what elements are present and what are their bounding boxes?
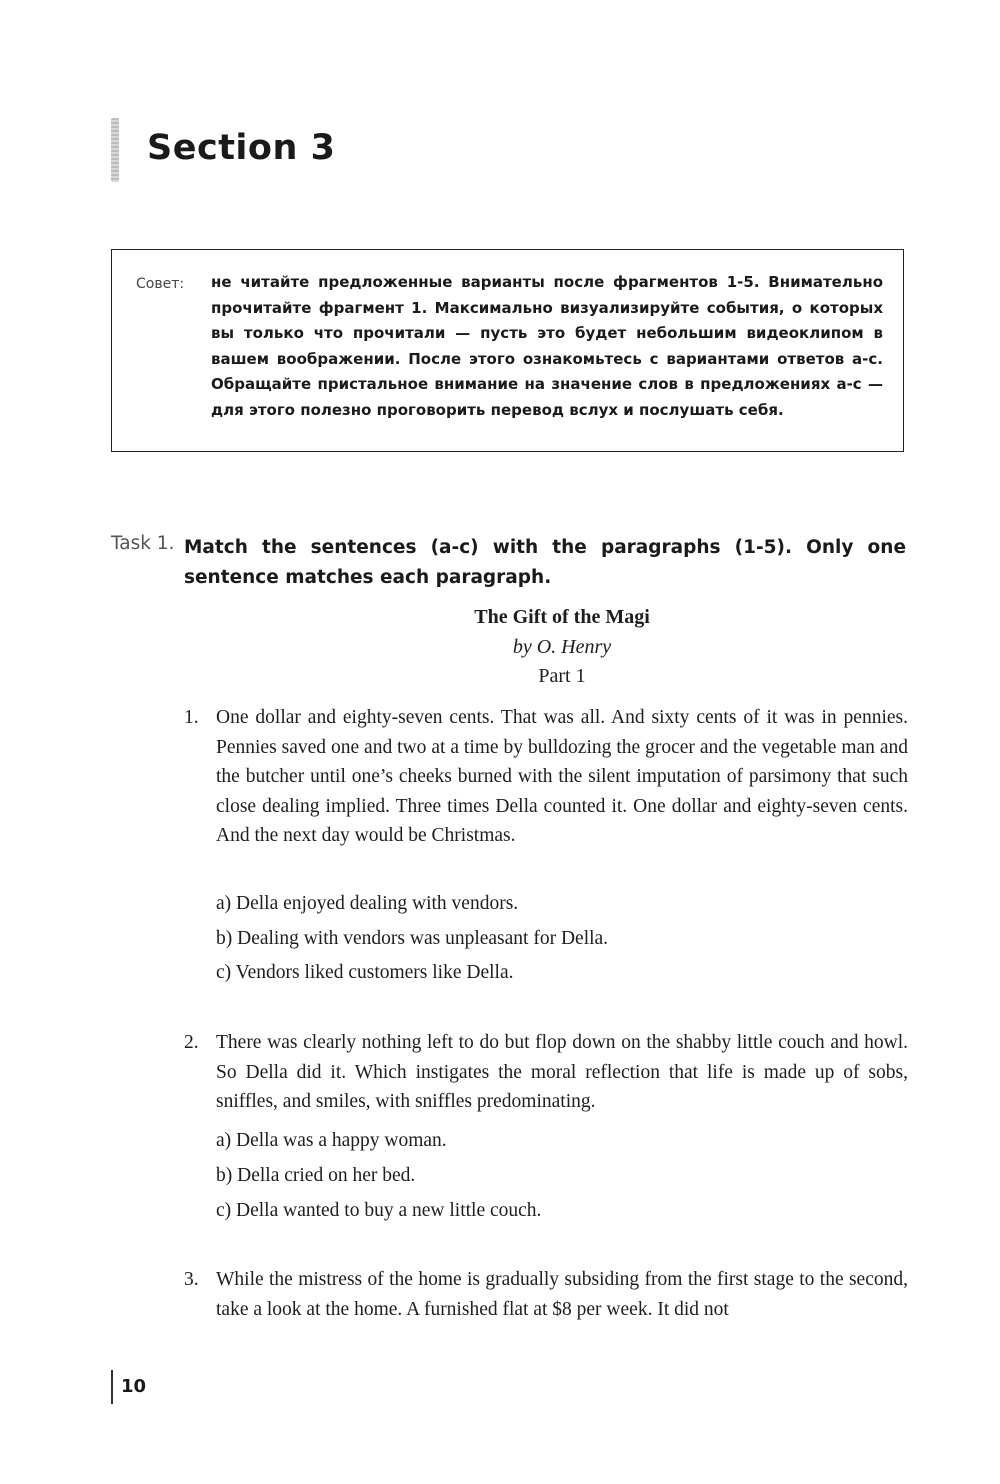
section-marker-bar	[111, 118, 119, 182]
advice-label: Совет:	[136, 276, 185, 292]
story-author: by O. Henry	[512, 636, 612, 658]
paragraph-text: One dollar and eighty-seven cents. That was all. And sixty cents of it was in pennies. Pennies saved one and two at a time by bulldozing the grocer and the vegetable man and the butcher until one’s cheeks burned with the silent imputation of parsimony that such close dealing implied. Three times Della counted it. One dollar and eighty-seven cents. And the next day would be Christmas.	[216, 707, 908, 846]
answer-option-a: a) Della was a happy woman.	[216, 1130, 447, 1151]
paragraph-number: 2.	[184, 1032, 199, 1053]
answer-option-b: b) Della cried on her bed.	[216, 1165, 416, 1186]
task-instructions: Match the sentences (a-c) with the paragraphs (1-5). Only one sentence matches each paragraph.	[184, 537, 906, 588]
task-label: Task 1.	[111, 533, 175, 554]
section-title: Section 3	[147, 128, 336, 168]
paragraph-number: 3.	[184, 1269, 199, 1290]
answer-option-c: c) Vendors liked customers like Della.	[216, 962, 514, 983]
story-part: Part 1	[538, 665, 586, 687]
page-number: 10	[121, 1376, 147, 1397]
answer-option-b: b) Dealing with vendors was unpleasant for Della.	[216, 928, 609, 949]
advice-text: не читайте предложенные варианты после фрагментов 1-5. Внимательно прочитайте фрагмент 1. Максимально визуализируйте события, о которых вы только что прочитали — пусть это будет небольшим видеоклипом в вашем воображении. После этого ознакомьтесь с вариантами ответов a-c. Обращайте пристальное внимание на значение слов в предложениях a-c — для этого полезно проговорить перевод вслух и послушать себя.	[211, 273, 883, 419]
advice-box	[111, 249, 904, 452]
paragraph-number: 1.	[184, 707, 199, 728]
answer-option-c: c) Della wanted to buy a new little couch.	[216, 1200, 542, 1221]
story-title: The Gift of the Magi	[474, 606, 650, 628]
answer-option-a: a) Della enjoyed dealing with vendors.	[216, 893, 519, 914]
paragraph-text: There was clearly nothing left to do but flop down on the shabby little couch and howl. So Della did it. Which instigates the moral reflection that life is made up of sobs, sniffles, and smiles, with sniffles predominating.	[216, 1032, 908, 1112]
page-number-divider	[111, 1370, 113, 1404]
paragraph-text: While the mistress of the home is gradually subsiding from the first stage to the second, take a look at the home. A furnished flat at $8 per week. It did not	[216, 1269, 908, 1320]
